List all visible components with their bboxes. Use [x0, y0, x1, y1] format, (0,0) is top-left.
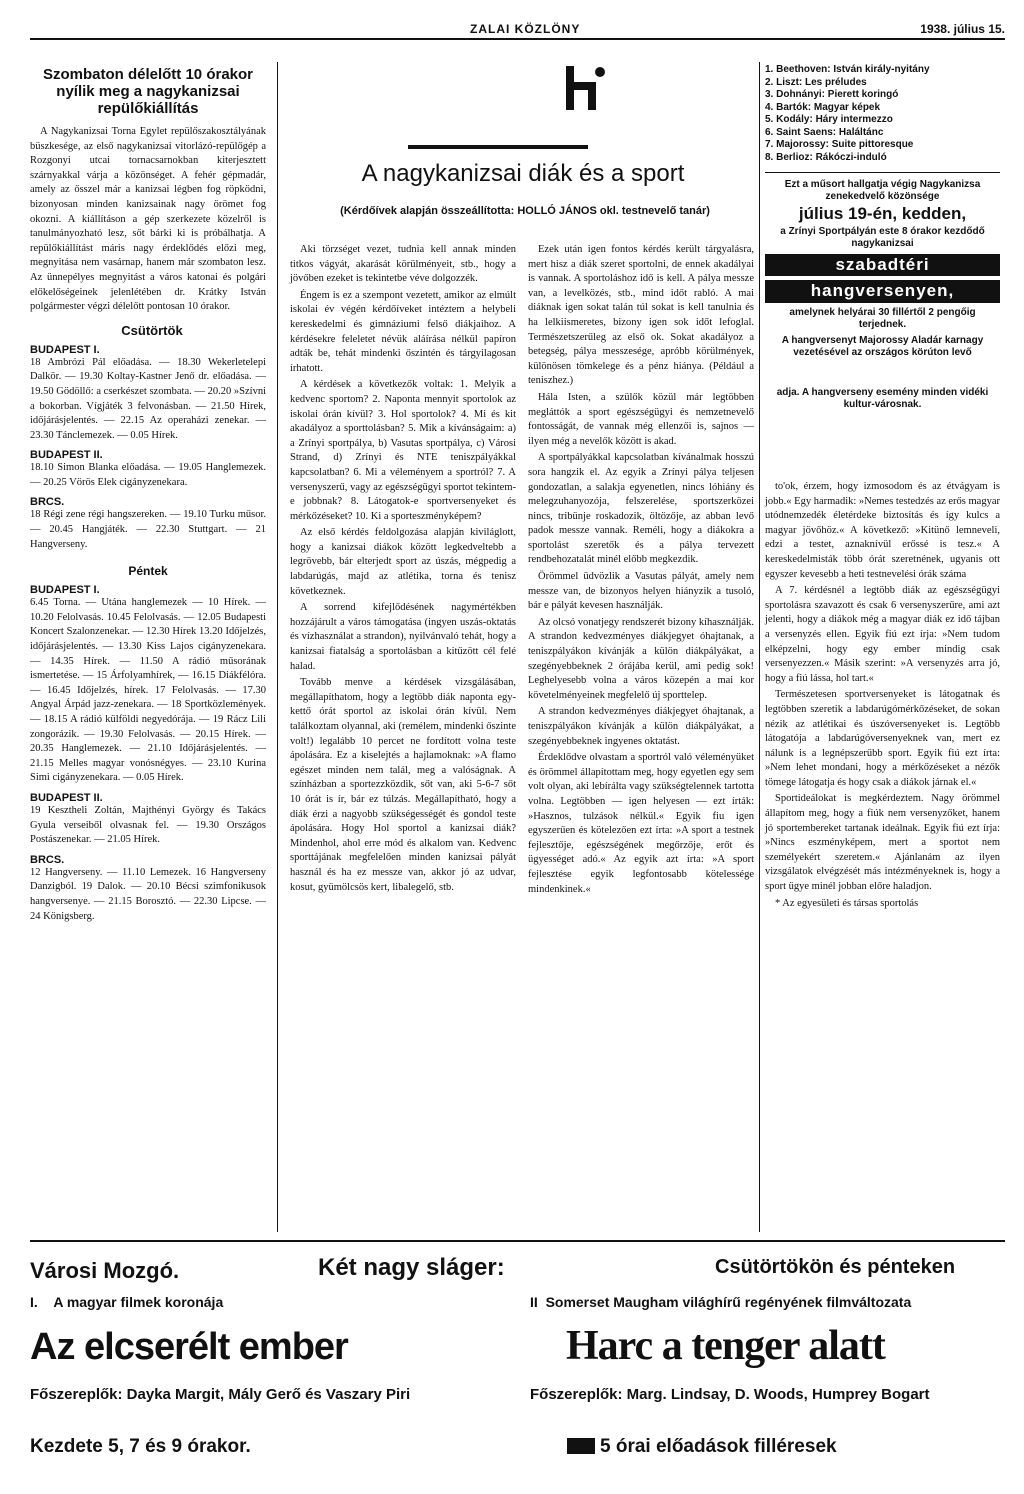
- article-paragraph: A strandon kedvezményes diákjegyet óhajtanak, a teniszpályákon kívánják a külön diákpályákat, a szegényebbeknek ingyenes oktatást.: [528, 706, 754, 747]
- ad-open-air: szabadtéri: [765, 254, 1000, 277]
- program-list: [765, 64, 1000, 164]
- film-one-title: Az elcserélt ember: [30, 1326, 348, 1368]
- ad-price: amelynek helyárai 30 fillértől 2 pengőig terjednek.: [789, 306, 976, 330]
- radio-program: 12 Hangverseny. — 11.10 Lemezek. 16 Hangverseny Danzigból. 19 Dalok. — 20.10 Bécsi szimfonikusok hangversenye. — 21.15 Borosztó. — 22.30 Lipcse. — 24 Königsberg.: [30, 866, 266, 922]
- article-paragraph: Örömmel üdvözlik a Vasutas pályát, amely nem messze van, de bizonyos helyen hiányzik a tusoló, bár e pályát kevesen használják.: [528, 571, 754, 612]
- ad-place: a Zrínyi Sportpályán este 8 órakor kezdődő nagykanizsai: [780, 225, 985, 249]
- radio-station: BRCS.: [30, 853, 65, 866]
- article-paragraph: Természetesen sportversenyeket is látogatnak és legtöbben szeretik a labdarúgómérkőzéseket, de sokan nézik az atlétikai és úszóversenyeket is. Legtöbb látogatója a labdarúgóversenyeknek van, mert ez nálunk is a legnépszerűbb sport. Egyik fiú ezt írta: »Nem lehet mondani, hogy a mérkőzéseket a nézők tömege látogatja és hogy csak a diákok járnak el.«: [765, 689, 1000, 788]
- ad-date: július 19-én, kedden,: [798, 204, 967, 223]
- ad-concert: hangversenyen,: [765, 280, 1000, 303]
- article-paragraph: to'ok, érzem, hogy izmosodom és az étvágyam is jobb.« Egy harmadik: »Nemes testedzés az erős magyar utódnemzedék életérdeke biztosítás és így kulcs a magyar jövőhöz.« A következő: »Kitünő lemneveli, edzi a testet, aznaknívül erőssé is tesz.« A kereskedelmisták több órát szeretnének, ugyanis ott egyszer kevesebb a heti testnevelési órák száma: [765, 481, 1001, 580]
- cinema-hits: Két nagy sláger:: [318, 1254, 505, 1281]
- radio-program: 18.10 Simon Blanka előadása. — 19.05 Hanglemezek. — 20.25 Vörös Elek cigányzenekara.: [30, 462, 266, 488]
- article-paragraph: A sportpályákkal kapcsolatban kívánalmak hosszú sora hangzik el. Az egyik a Zrínyi pálya teljesen gondozatlan, a salakja egyenetlen, nincs lóhiány és melegzuhanyozója, felszerelése, sportszerközei nincs, tribünje roskadozik, öltözője, az abban levő padok messze vannak. Reméli, hogy a diákokra a sportolást szeretők és a pálya tervezett rendbehozatalát minél előbb megkezdik.: [528, 452, 754, 566]
- program-item: 6. Saint Saens: Haláltánc: [765, 126, 884, 138]
- program-item: 2. Liszt: Les préludes: [765, 76, 867, 88]
- ad-top-rule: [30, 1240, 1005, 1242]
- cinema-name: Városi Mozgó.: [30, 1258, 180, 1283]
- article-paragraph: * Az egyesületi és társas sportolás: [775, 897, 919, 909]
- radio-program: 18 Ambrózi Pál előadása. — 18.30 Wekerletelepi Dalkör. — 19.30 Koltay-Kastner Jenő dr. előadása. — 19.50 Gödöllő: a cserkészet szombata. — 20.20 »Szívni a bokorban. Vígjáték 3 felvonásban. — 21.50 Hírek, időjárásjelentés. — 22.15 Az operaházi zenekar. — 23.30 Tánclemezek. — 0.05 Hírek.: [30, 356, 266, 441]
- article-column-a: [290, 243, 516, 897]
- article-paragraph: A sorrend kifejlődésének nagymértékben hozzájárult a város támogatása (ingyen uszás-oktatás és vízhasználat a strandon), nyilvánvaló tehát, hogy a kanizsai fiatalság a sportolásban a kitűzött cél felé halad.: [290, 602, 516, 672]
- program-item: 1. Beethoven: István király-nyitány: [765, 64, 930, 75]
- program-item: 7. Majorossy: Suite pittoresque: [765, 139, 914, 150]
- radio-day-thursday: Csütörtök: [121, 322, 183, 338]
- radio-station: BUDAPEST II.: [30, 449, 103, 462]
- column-divider: [277, 62, 278, 1232]
- article-paragraph: Az olcsó vonatjegy rendszerét bizony kíhasználják. A strandon kedvezményes diákjegyet óhajtanak, a teniszpályákon kívánják a külön diákpályákat, a szegényebbeknek 2 órájába kerül, ami pedig sok! Leghelyesebb volna a város közepén a mai kor követelményeinek megfelelő új sporttelep.: [528, 616, 754, 701]
- article-paragraph: Tovább menve a kérdések vizsgálásában, megállapíthatom, hogy a legtöbb diák naponta egy-kettő órát sportol az iskolai órán kívül. Nem találkoztam olyannal, aki (remélem, mindenki őszinte volt!) legalább 10 percet ne fordított volna teste ápolására. Ez a kiselejtés a hajlamoknak: »A flamo egészet minden nem talál, meg a valóságnak. A színházban a sportezzközdik, sőt van, aki 5-6-7 sőt 10 órát is ír, bár ez túlzás. Megállapítható, hogy a diák érzi a nagyobb szükségességét és gondol teste ápolására. Hogy Hol sportol a kanizsai diák? Mindenhol, ahol erre mód és alkalom van. Kedvenc sporttájának megfelelően minden kanizsai pályát használ és ha ez messze van, akkor jó az udvar, kosut, gyümölcsös kert, libalegelő, stb.: [290, 677, 516, 893]
- left-headline: Szombaton délelőtt 10 órakor nyílik meg a nagykanizsai repülőkiállítás: [42, 66, 254, 117]
- program-item: 5. Kodály: Háry intermezzo: [765, 114, 893, 125]
- film-two-cast: Főszereplők: Marg. Lindsay, D. Woods, Humprey Bogart: [530, 1386, 930, 1403]
- radio-program: 18 Régi zene régi hangszereken. — 19.10 Turku műsor. — 20.45 Hangjáték. — 22.30 Stuttgart. — 21 Hangverseny.: [30, 509, 266, 550]
- article-paragraph: A 7. kérdésnél a legtöbb diák az egészségügyi sportolásra szavazott és csak 6 versenyszerűre, ami azt jelenti, hogy a diákok még a magyar diák ez idő tájban a versenyzés ellen. Egyik fiú ezt írja: »Nem tudom elképzelni, hogy egy ember mindig csak versenyezzen.« Másik szerint: »A versenyzés arra jó, hogy a fiú lássa, hol tart.«: [765, 585, 1000, 684]
- article-paragraph: A kérdések a következők voltak: 1. Melyik a kedvenc sportom? 2. Naponta mennyit sportolok az iskolai órán kívül? 3. Hol sportolok? 4. Mi és kit akadályoz a sporttolásban? 5. Mik a kívánságaim: a) a Zrínyi sportpálya, b) Vasutas sportpálya, c) Városi Strand, d) Zrínyi és NTE teniszpályákkal kapcsolatban? 6. Mi a véleményem a sportról? 7. A versenyszerű, vagy az egészségügyi sportot tekintem-e jobbnak? 8. Látogatok-e sportversenyeket és mérkőzéseket? 10. Ki a sporteszményképem?: [290, 379, 516, 522]
- radio-station: BUDAPEST II.: [30, 791, 103, 804]
- article-headline: A nagykanizsai diák és a sport: [361, 160, 685, 187]
- article-column-c: [765, 480, 1000, 913]
- radio-program: 6.45 Torna. — Utána hanglemezek — 10 Hírek. — 10.20 Felolvasás. 10.45 Felolvasás. — 12.05 Budapesti Koncert Szalonzenekar. — 12.30 Hírek 13.20 Időjelzés, időjárásjelentés. — 13.30 Kiss Lajos cigányzenekara. — 14.35 Hírek. — 11.50 A rádió műsorának ismertetése. — 15 Árfolyamhírek, — 16.15 Diákfélóra. — 16.45 Időjelzés, hírek. 17 Felolvasás. — 17.30 Angyal Árpád jazz-zenekara. — 18 Sportközlemények. — 18.15 A rádió külföldi negyedórája. — 19 Rácz Lili zongorázik. — 19.30 Felolvasás. — 20.15 Hírek. — 20.35 Hanglemezek. — 21.10 Időjárásjelentés. — 21.15 Melles magyar vonósnégyes. — 23.10 Kurina Simi cigányzenekara. — 0.05 Hírek.: [30, 597, 266, 784]
- radio-station: BUDAPEST I.: [30, 584, 100, 597]
- article-paragraph: Érdeklődve olvastam a sportról való véleményüket és örömmel állapítottam meg, hogy egyetlen egy sem volt olyan, aki lebírálta vagy szükségtelennek tartotta volna. Legtöbben — igen helyesen — ezt írták: »Hasznos, tulzások nélkül.« Egyik fiu igen egyszerűen és kötelezően ezt írta: »A sport a testnek fejlesztője, egészségének megőrzője, erőt és ügyességet adó.« Az egyik azt írta: »A sport fejlesztése egyik legfontosabb kötelessége mindenkinek.«: [528, 752, 754, 895]
- article-paragraph: Sportideálokat is megkérdeztem. Nagy örömmel állapítom meg, hogy a fiúk nem versenyzőket, hanem jó sportembereket tartanak ideálnak. Egyik fiú ezt írja: »Nincs eszményképem, mert a sportot nem személyekért szeretem.« Ajánlanám az ilyen vizsgálatok elvégzését más intézményeknek is, hogy a sport ügye minél jobban előre haladjon.: [765, 793, 1000, 893]
- cinema-days: Csütörtökön és pénteken: [715, 1256, 956, 1278]
- film-showtimes: Kezdete 5, 7 és 9 órakor.: [30, 1436, 251, 1457]
- pointing-hand-icon: [567, 1438, 595, 1454]
- page-header: [30, 22, 1005, 40]
- matinee-note: 5 órai előadások filléresek: [600, 1436, 837, 1457]
- concert-ad: [765, 172, 1000, 411]
- film-one-tagline: [30, 1294, 223, 1310]
- ad-intro: Ezt a műsort hallgatja végig Nagykanizsa zenekedvelő közönsége: [784, 179, 981, 202]
- program-item: 4. Bartók: Magyar képek: [765, 101, 881, 113]
- article-paragraph: Éngem is ez a szempont vezetett, amikor az elmúlt iskolai év végén kérdőíveket intéztem a helybeli kereskedelmi és gimnáziumi felső diákjaihoz. A kérdésekre feleletet névük aláírása nélkül papíron adták be, tehát mindenki őszintén és tárgyilagosan írhatott.: [290, 289, 516, 374]
- film-one-cast: Főszereplők: Dayka Margit, Mály Gerő és Vaszary Piri: [30, 1386, 411, 1403]
- film-two-subtitle: Somerset Maugham világhírű regényének filmváltozata: [545, 1294, 912, 1310]
- article-paragraph: Az első kérdés feldolgozása alapján kiviláglott, hogy a kanizsai diákok között legkedveltebb a legrövebb, bár elterjedt sport az úszás, mégpedig a labdarúgás, majd az atlétika, torna és tenisz következnek.: [290, 527, 516, 597]
- sport-logo-icon: [560, 62, 610, 114]
- column-divider: [759, 62, 760, 1232]
- concert-sidebar: [765, 64, 1000, 411]
- article-paragraph: Aki törzséget vezet, tudnia kell annak minden titkos vágyát, akarását körülményeit, stb., hogy a jövőben ezeket is tekintetbe véve dolgozzék.: [290, 244, 516, 285]
- program-item: 8. Berlioz: Rákóczi-induló: [765, 151, 887, 163]
- film-two-title: Harc a tenger alatt: [566, 1323, 885, 1369]
- publication-name: ZALAI KÖZLÖNY: [470, 22, 581, 36]
- program-item: 3. Dohnányi: Pierett koringó: [765, 89, 899, 100]
- radio-station: BRCS.: [30, 496, 65, 509]
- radio-station: BUDAPEST I.: [30, 343, 100, 356]
- article-paragraph: Hála Isten, a szülők közül már legtöbben megláttók a sport egészségügyi és nemzetnevelő fontosságát, de vannak még ellenzői is, sajnos — ilyen még a nevelők között is akad.: [528, 391, 754, 447]
- headline-bar: [408, 145, 588, 149]
- article-column-b: [528, 243, 754, 899]
- radio-program: 19 Kesztheli Zoltán, Majthényi György és Takács Gyula verseiből olvasnak fel. — 19.30 Országos Postászenekar. — 21.05 Hírek.: [30, 804, 266, 846]
- ad-band: A hangversenyt Majorossy Aladár karnagy vezetésével az országos körúton levő: [781, 334, 984, 358]
- article-paragraph: Ezek után igen fontos kérdés került tárgyalásra, mert hisz a diák szeret sportolni, de ennek akadályai is vannak. A sportoláshoz idő is kell. A pálya messze van, a levelközés, stb., mind időt rabló. A mai diáknak igen sokat talán túl sokat is kell tanulnia és ha lelkiismeretes, bizony igen sok időt lefoglal. Természetszerűleg az első ok. Sokat akadályoz a betegség, pálya messzesége, apróbb körülmények, különösen tömkelege és a pénz hiánya. (Például a teniszhez.): [528, 244, 754, 387]
- ad-footer: adja. A hangverseny esemény minden vidéki kultur-városnak.: [776, 386, 989, 410]
- film-one-number: I.: [30, 1294, 38, 1310]
- article-subhead: (Kérdőívek alapján összeállította: HOLLÓ JÁNOS okl. testnevelő tanár): [340, 205, 710, 217]
- film-two-number: II: [530, 1294, 538, 1310]
- film-two-tagline: [530, 1294, 911, 1310]
- left-article-text: A Nagykanizsai Torna Egylet repülőszakosztályának büszkesége, az első nagykanizsai vitorlázó-repülőgép a Rozgonyi utcai tornacsarnokban kiterjesztett szárnyakkal várja a közönséget. A fehér gépmadár, amely az ősszel már a kanizsai légben fog röpködni, bizonyosan minden kanizsainak nagy örömet fog okozni. A kiállításon a gép szerkezete közelről is tanulmányozható lesz, sőt bárki ki is próbálhatja. A repülőkiállítást máris nagy érdeklődés előzi meg, megnyitása nem vasárnap, hanem már szombaton lesz. Az ünnepélyes megnyitást a város katonai és polgári előkelőségeinek jelenlétében dr. Krátky István polgármester végzi délelőtt pontosan 10 órakor.: [30, 126, 266, 313]
- radio-day-friday: Péntek: [128, 564, 168, 579]
- film-one-subtitle: A magyar filmek koronája: [53, 1294, 224, 1310]
- issue-date: 1938. július 15.: [920, 22, 1005, 36]
- left-column: [30, 66, 266, 926]
